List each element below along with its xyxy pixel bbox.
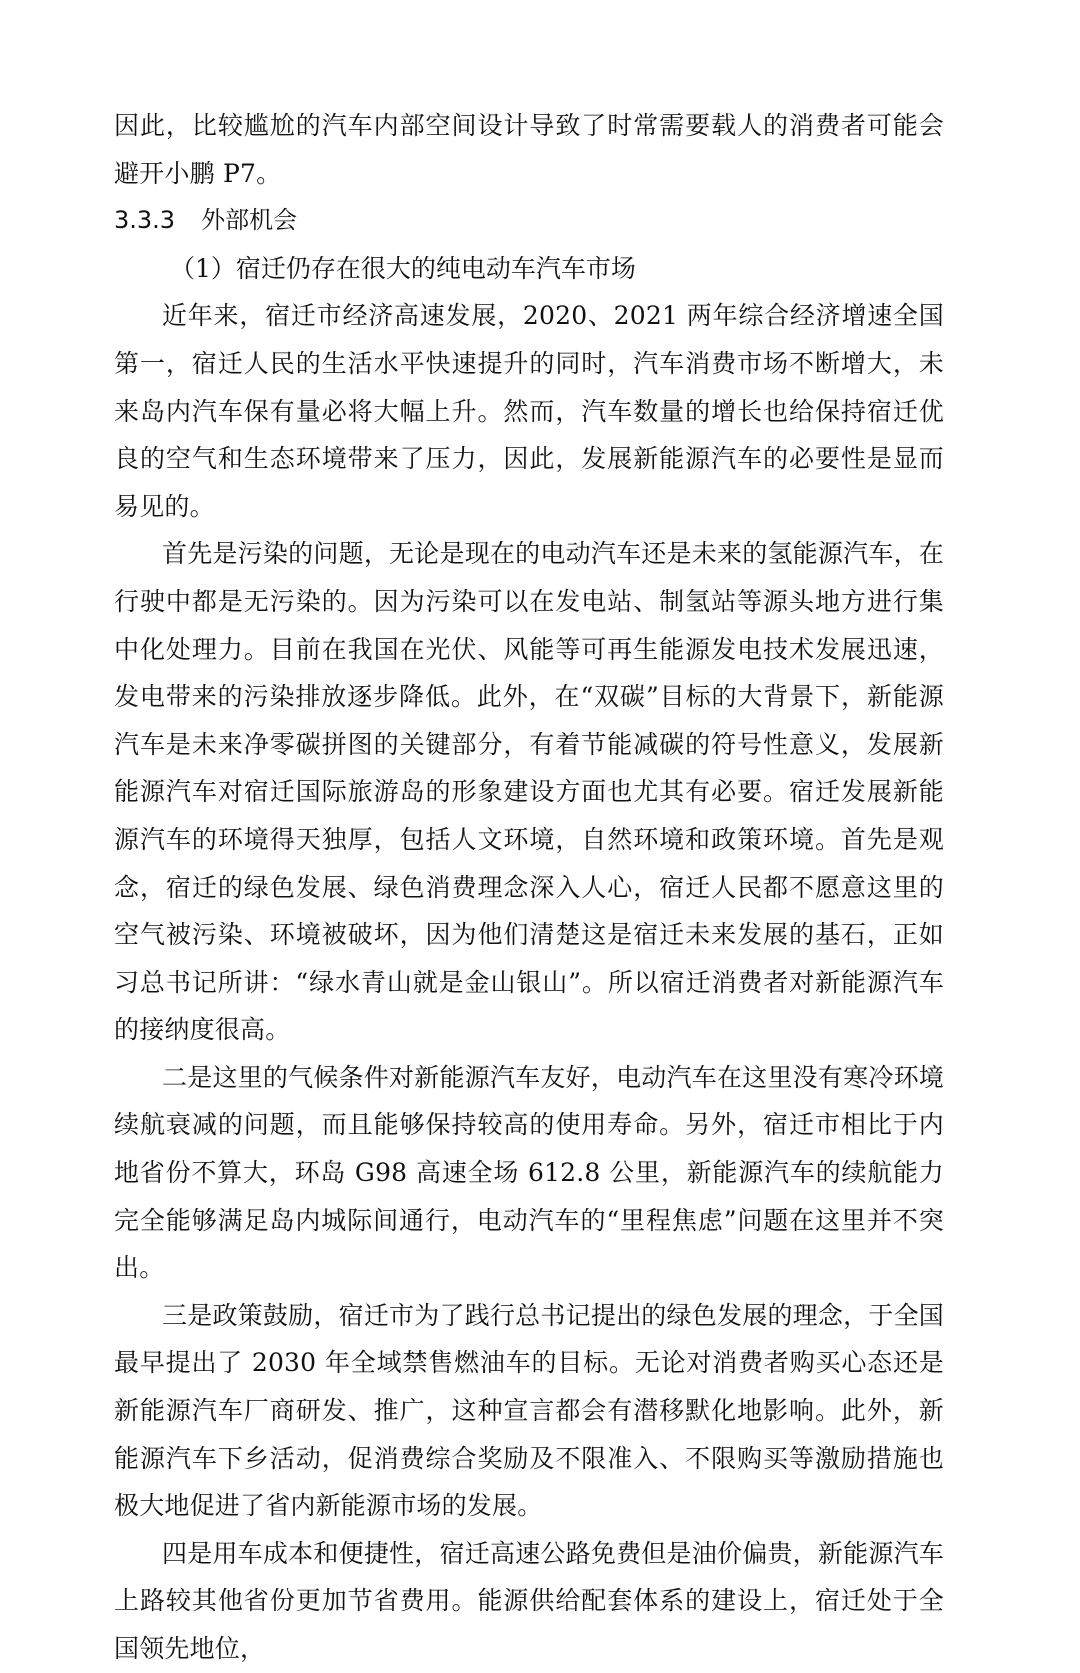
document-body [114,102,944,1673]
section-heading [114,197,944,245]
body-paragraph: 二是这里的气候条件对新能源汽车友好，电动汽车在这里没有寒冷环境续航衰减的问题，而且能够保持较高的使用寿命。另外，宿迁市相比于内地省份不算大，环岛 G98 高速全场 612.8 公里，新能源汽车的续航能力完全能够满足岛内城际间通行，电动汽车的“里程焦虑”问题在这里并不突出。 [114,1062,944,1283]
body-paragraph: 近年来，宿迁市经济高速发展，2020、2021 两年综合经济增速全国第一，宿迁人民的生活水平快速提升的同时，汽车消费市场不断增大，未来岛内汽车保有量必将大幅上升。然而，汽车数量的增长也给保持宿迁优良的空气和生态环境带来了压力，因此，发展新能源汽车的必要性是显而易见的。 [114,301,944,521]
subsection-heading: （1）宿迁仍存在很大的纯电动车汽车市场 [170,253,636,283]
section-number: 3.3.3 [114,206,176,235]
body-paragraph: 四是用车成本和便捷性，宿迁高速公路免费但是油价偏贵，新能源汽车上路较其他省份更加节省费用。能源供给配套体系的建设上，宿迁处于全国领先地位， [114,1538,944,1663]
body-paragraph: 首先是污染的问题，无论是现在的电动汽车还是未来的氢能源汽车，在行驶中都是无污染的。因为污染可以在发电站、制氢站等源头地方进行集中化处理力。目前在我国在光伏、风能等可再生能源发电技术发展迅速，发电带来的污染排放逐步降低。此外，在“双碳”目标的大背景下，新能源汽车是未来净零碳拼图的关键部分，有着节能减碳的符号性意义，发展新能源汽车对宿迁国际旅游岛的形象建设方面也尤其有必要。宿迁发展新能源汽车的环境得天独厚，包括人文环境，自然环境和政策环境。首先是观念，宿迁的绿色发展、绿色消费理念深入人心，宿迁人民都不愿意这里的空气被污染、环境被破坏，因为他们清楚这是宿迁未来发展的基石，正如习总书记所讲：“绿水青山就是金山银山”。所以宿迁消费者对新能源汽车的接纳度很高。 [114,539,944,1045]
intro-paragraph: 因此，比较尴尬的汽车内部空间设计导致了时常需要载人的消费者可能会避开小鹏 P7。 [114,111,944,188]
body-paragraph: 三是政策鼓励，宿迁市为了践行总书记提出的绿色发展的理念，于全国最早提出了 2030 年全域禁售燃油车的目标。无论对消费者购买心态还是新能源汽车厂商研发、推广，这种宣言都会有潜移默化地影响。此外，新能源汽车下乡活动，促消费综合奖励及不限准入、不限购买等激励措施也极大地促进了省内新能源市场的发展。 [114,1300,944,1521]
section-title: 外部机会 [201,206,298,235]
